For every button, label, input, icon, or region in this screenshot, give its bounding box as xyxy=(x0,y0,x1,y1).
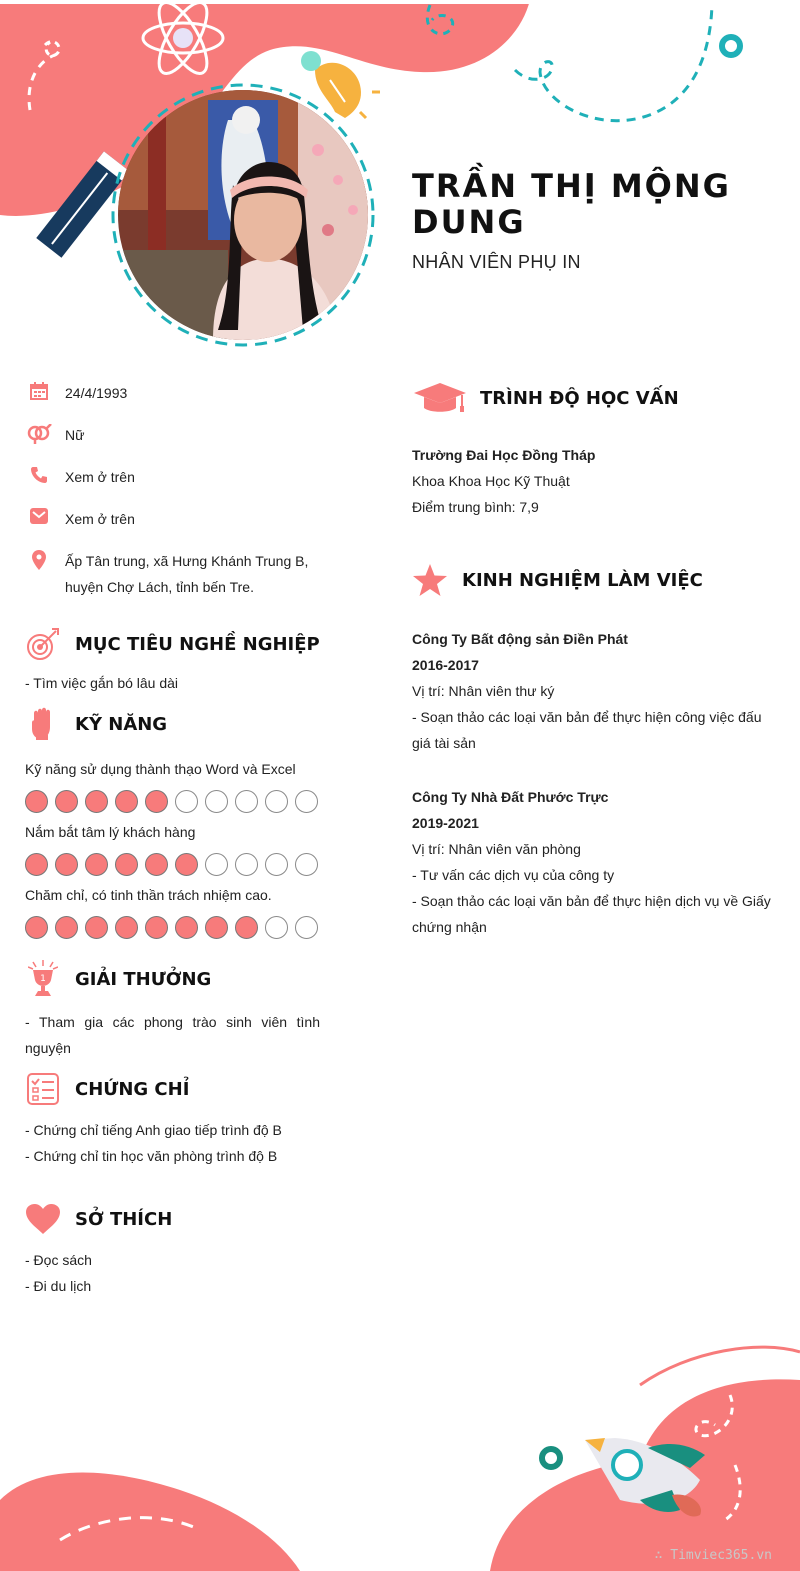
rating-dot-filled xyxy=(55,790,78,813)
experience-section xyxy=(412,560,772,940)
company-name: Công Ty Nhà Đất Phước Trực xyxy=(412,789,609,805)
job-position: Vị trí: Nhân viên thư ký xyxy=(412,683,555,699)
experience-item xyxy=(412,784,772,940)
phone-icon xyxy=(25,464,53,488)
education-section xyxy=(412,378,772,520)
svg-text:1: 1 xyxy=(40,974,46,984)
rating-dot-filled xyxy=(55,853,78,876)
list-item: - Đọc sách xyxy=(25,1252,92,1268)
contact-text: Ấp Tân trung, xã Hưng Khánh Trung B, huyện Chợ Lách, tỉnh bến Tre. xyxy=(65,553,309,595)
contact-text: 24/4/1993 xyxy=(65,385,128,401)
job-duty: - Soạn thảo các loại văn bản để thực hiện công việc đấu giá tài sản xyxy=(412,709,762,751)
rating-dot-filled xyxy=(55,916,78,939)
school-name: Trường Đai Học Đồng Tháp xyxy=(412,447,596,463)
rating-dot-filled xyxy=(25,916,48,939)
rating-dot-empty xyxy=(295,916,318,939)
objective-text: - Tìm việc gắn bó lâu dài xyxy=(25,675,179,691)
rating-dot-filled xyxy=(175,853,198,876)
hobbies-list xyxy=(25,1247,320,1299)
candidate-name: TRẦN THỊ MỘNG DUNG xyxy=(412,167,731,241)
job-duty: - Tư vấn các dịch vụ của công ty xyxy=(412,867,615,883)
rating-dot-filled xyxy=(145,790,168,813)
awards-section xyxy=(25,959,320,1061)
rating-dot-empty xyxy=(205,853,228,876)
graduation-cap-icon xyxy=(412,380,468,416)
job-title: NHÂN VIÊN PHỤ IN xyxy=(412,252,581,272)
list-item: - Chứng chỉ tiếng Anh giao tiếp trình độ B xyxy=(25,1122,282,1138)
skills-section xyxy=(25,704,320,939)
rating-dot-filled xyxy=(145,853,168,876)
section-header xyxy=(25,959,320,999)
rating-dot-filled xyxy=(235,916,258,939)
contact-item-birthday xyxy=(25,380,320,406)
section-title: TRÌNH ĐỘ HỌC VẤN xyxy=(480,387,679,409)
skill-rating xyxy=(25,853,320,876)
section-title: KINH NGHIỆM LÀM VIỆC xyxy=(462,569,703,591)
hobbies-section xyxy=(25,1199,320,1299)
rating-dot-empty xyxy=(295,853,318,876)
left-column xyxy=(25,380,320,1299)
trophy-icon xyxy=(25,961,61,997)
rating-dot-empty xyxy=(265,853,288,876)
contact-text: Xem ở trên xyxy=(65,511,135,527)
rating-dot-filled xyxy=(175,916,198,939)
section-header xyxy=(412,560,772,600)
section-header xyxy=(25,624,320,664)
contact-item-address xyxy=(25,548,320,600)
rating-dot-filled xyxy=(25,790,48,813)
star-icon xyxy=(412,562,448,598)
rating-dot-empty xyxy=(235,790,258,813)
rating-dot-filled xyxy=(115,790,138,813)
rating-dot-empty xyxy=(205,790,228,813)
rating-dot-filled xyxy=(85,790,108,813)
skill-name: Chăm chỉ, có tinh thần trách nhiệm cao. xyxy=(25,887,272,903)
skill-rating xyxy=(25,790,320,813)
rating-dot-empty xyxy=(265,916,288,939)
objective-section xyxy=(25,624,320,696)
section-title: SỞ THÍCH xyxy=(75,1208,173,1230)
heart-icon xyxy=(25,1201,61,1237)
rating-dot-filled xyxy=(25,853,48,876)
target-icon xyxy=(25,626,61,662)
section-title: KỸ NĂNG xyxy=(75,713,168,735)
certificates-list xyxy=(25,1117,320,1169)
list-item: - Chứng chỉ tin học văn phòng trình độ B xyxy=(25,1148,278,1164)
contact-item-phone xyxy=(25,464,320,490)
contact-text: Xem ở trên xyxy=(65,469,135,485)
section-header xyxy=(25,1199,320,1239)
section-header xyxy=(25,704,320,744)
contact-item-email xyxy=(25,506,320,532)
calendar-icon xyxy=(25,380,53,404)
section-title: GIẢI THƯỞNG xyxy=(75,968,212,990)
awards-text: - Tham gia các phong trào sinh viên tình nguyện xyxy=(25,1014,320,1056)
job-period: 2019-2021 xyxy=(412,815,479,831)
location-pin-icon xyxy=(25,548,53,572)
contact-list xyxy=(25,380,320,600)
section-title: CHỨNG CHỈ xyxy=(75,1078,190,1100)
section-header xyxy=(412,378,772,418)
skill-rating xyxy=(25,916,320,939)
skill-name: Nắm bắt tâm lý khách hàng xyxy=(25,824,196,840)
rating-dot-filled xyxy=(115,853,138,876)
rating-dot-empty xyxy=(265,790,288,813)
skills-list xyxy=(25,756,320,939)
section-title: MỤC TIÊU NGHỀ NGHIỆP xyxy=(75,633,320,655)
rating-dot-filled xyxy=(145,916,168,939)
gpa-text: Điểm trung bình: 7,9 xyxy=(412,499,539,515)
rating-dot-filled xyxy=(85,916,108,939)
profile-photo xyxy=(118,90,368,340)
company-name: Công Ty Bất động sản Điền Phát xyxy=(412,631,628,647)
rating-dot-filled xyxy=(115,916,138,939)
rating-dot-empty xyxy=(235,853,258,876)
experience-item xyxy=(412,626,772,756)
checklist-icon xyxy=(25,1071,61,1107)
contact-text: Nữ xyxy=(65,427,85,443)
faculty-name: Khoa Khoa Học Kỹ Thuật xyxy=(412,473,570,489)
email-icon xyxy=(25,506,53,530)
right-column xyxy=(412,378,772,940)
certificates-section xyxy=(25,1069,320,1169)
job-period: 2016-2017 xyxy=(412,657,479,673)
rating-dot-empty xyxy=(175,790,198,813)
gender-icon xyxy=(25,422,53,446)
rating-dot-filled xyxy=(205,916,228,939)
job-position: Vị trí: Nhân viên văn phòng xyxy=(412,841,581,857)
contact-item-gender xyxy=(25,422,320,448)
skill-name: Kỹ năng sử dụng thành thạo Word và Excel xyxy=(25,761,296,777)
watermark: ∴ Timviec365.vn xyxy=(654,1548,772,1563)
rating-dot-empty xyxy=(295,790,318,813)
rating-dot-filled xyxy=(85,853,108,876)
list-item: - Đi du lịch xyxy=(25,1278,92,1294)
section-header xyxy=(25,1069,320,1109)
job-duty: - Soạn thảo các loại văn bản để thực hiện dịch vụ về Giấy chứng nhận xyxy=(412,893,771,935)
hand-icon xyxy=(25,706,61,742)
name-block xyxy=(412,168,772,273)
profile-photo-frame xyxy=(110,82,376,348)
